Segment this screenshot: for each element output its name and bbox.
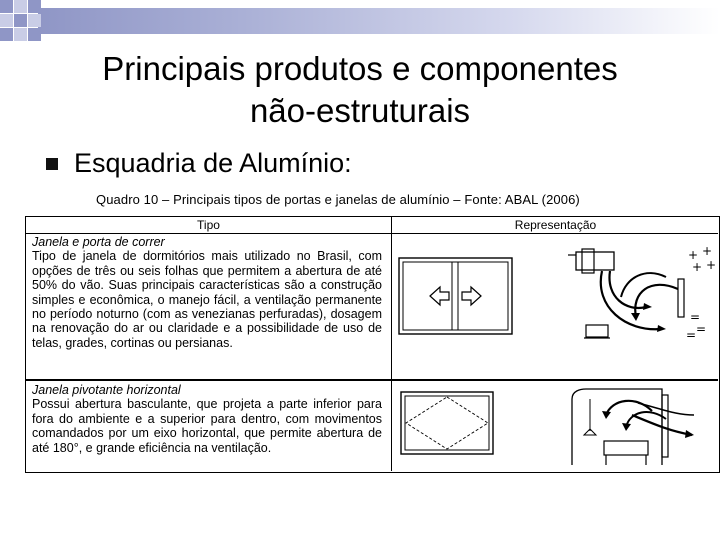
table-row	[32, 383, 382, 455]
bullet-text: Esquadria de Alumínio:	[74, 147, 352, 178]
column-divider	[391, 233, 392, 471]
sliding-window-drawing	[398, 257, 513, 335]
deco-square	[14, 14, 27, 27]
windows-table	[25, 216, 720, 473]
slide-title-line2: não-estruturais	[249, 92, 471, 129]
table-caption: Quadro 10 – Principais tipos de portas e janelas de alumínio – Fonte: ABAL (2006)	[96, 192, 580, 207]
deco-square	[14, 0, 27, 13]
deco-square	[28, 28, 41, 41]
header-tipo: Tipo	[197, 218, 220, 232]
deco-square	[28, 0, 41, 13]
svg-text:+: +	[688, 248, 699, 262]
svg-text:=: =	[690, 310, 701, 324]
deco-square	[0, 14, 13, 27]
header-representacao: Representação	[391, 217, 719, 233]
svg-text:+: +	[692, 260, 703, 274]
bullet-square-icon	[46, 158, 58, 170]
bullet-item	[46, 143, 352, 183]
row-description: Tipo de janela de dormitórios mais utilizado no Brasil, com opções de três ou seis folhas que permitem a abertura de até 50% do vão. Suas principais características são a construção simples e econômica, o manejo fácil, a ventilação permanente no período noturno (com as venezianas perfuradas), dosagem na renovação do ar ou claridade e a possibilidade de uso de telas, grades, cortinas ou persianas.	[32, 249, 382, 350]
pivot-window-drawing	[400, 391, 494, 455]
header-decoration	[0, 0, 720, 40]
svg-text:=: =	[686, 328, 697, 342]
slide-title-line1: Principais produtos e componentes	[102, 50, 618, 87]
deco-square	[0, 28, 13, 41]
row-title: Janela e porta de correr	[32, 235, 165, 249]
svg-text:+: +	[706, 258, 716, 272]
pivot-ventilation-drawing	[566, 385, 696, 467]
header-gradient-bar	[38, 8, 720, 34]
deco-square	[28, 14, 41, 27]
row-title: Janela pivotante horizontal	[32, 383, 181, 397]
table-header	[26, 217, 718, 234]
deco-square	[14, 28, 27, 41]
row-description: Possui abertura basculante, que projeta a parte inferior para fora do ambiente e a superior para dentro, com movimentos comandados por um eixo horizontal, que permite abertura de até 180°, e grande eficiência na ventilação.	[32, 397, 382, 455]
svg-text:=: =	[696, 322, 707, 336]
deco-square	[0, 0, 13, 13]
table-row	[32, 235, 382, 350]
room-ventilation-drawing	[566, 237, 716, 352]
row-divider	[26, 379, 718, 381]
svg-text:+: +	[702, 244, 713, 258]
slide-title	[30, 48, 690, 132]
